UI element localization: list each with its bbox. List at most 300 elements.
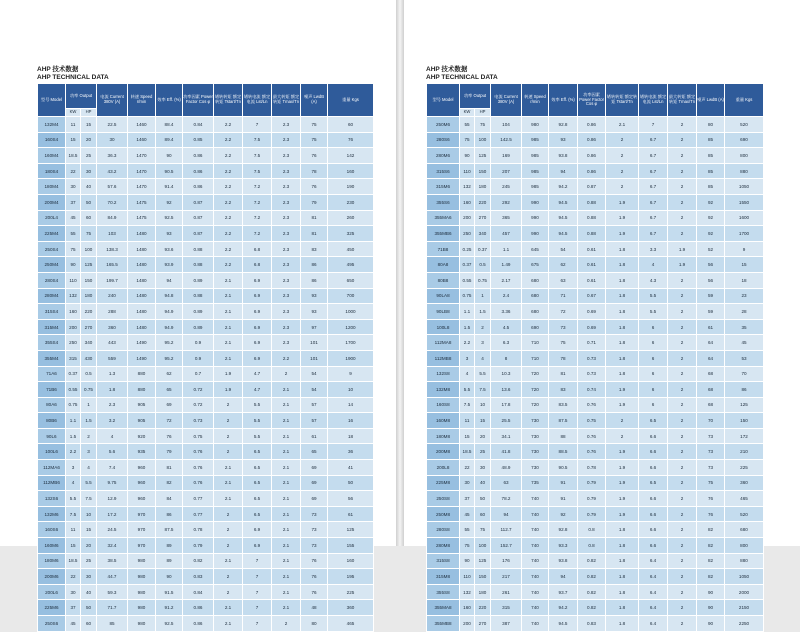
cell-current: 207	[491, 163, 522, 179]
cell-power-factor: 0.89	[183, 304, 214, 320]
cell-efficiency: 71	[549, 288, 578, 304]
table-row	[38, 460, 374, 476]
cell-tstart-ratio: 2.1	[214, 350, 243, 366]
cell-model: 132M6	[38, 506, 66, 522]
cell-power-factor: 0.77	[183, 506, 214, 522]
cell-output-hp: 220	[475, 600, 491, 616]
cell-model: 90LB8	[427, 304, 460, 320]
header-tstart: 堵转转矩 额定转矩 Tstart/Tn	[214, 84, 243, 117]
cell-output-kw: 55	[460, 117, 475, 133]
cell-output-kw: 30	[66, 179, 81, 195]
table-row	[38, 600, 374, 616]
cell-tmax-ratio: 2	[272, 366, 301, 382]
cell-weight: 800	[725, 538, 764, 554]
header-current: 电流 Current 380V (A)	[491, 84, 522, 117]
cell-tmax-ratio: 2.3	[272, 304, 301, 320]
table-row	[427, 210, 764, 226]
cell-efficiency: 94.2	[549, 179, 578, 195]
cell-tstart-ratio: 2	[214, 397, 243, 413]
cell-output-hp: 15	[81, 117, 97, 133]
cell-output-hp: 15	[81, 522, 97, 538]
cell-tstart-ratio: 1.9	[214, 382, 243, 398]
cell-power-factor: 0.76	[183, 475, 214, 491]
cell-speed: 905	[128, 397, 156, 413]
cell-model: 355S8	[427, 584, 460, 600]
cell-noise: 79	[301, 194, 328, 210]
cell-speed: 675	[522, 257, 549, 273]
cell-output-kw: 132	[460, 584, 475, 600]
cell-efficiency: 90	[156, 569, 183, 585]
cell-tstart-ratio: 2.2	[214, 132, 243, 148]
header-lst: 堵转电流 额定电流 Lst/Ln	[243, 84, 272, 117]
cell-output-kw: 200	[460, 616, 475, 632]
cell-output-hp: 3	[81, 444, 97, 460]
cell-tstart-ratio: 2.1	[214, 460, 243, 476]
cell-output-kw: 7.5	[460, 397, 475, 413]
cell-lst-ratio: 4.7	[243, 366, 272, 382]
cell-weight: 1700	[328, 335, 374, 351]
cell-tstart-ratio: 2.2	[214, 210, 243, 226]
header-efficiency: 效率 Eff. (%)	[156, 84, 183, 117]
cell-output-hp: 2	[81, 428, 97, 444]
cell-current: 34.1	[491, 428, 522, 444]
cell-noise: 92	[697, 226, 725, 242]
cell-tmax-ratio: 2	[668, 194, 697, 210]
cell-efficiency: 92.5	[156, 210, 183, 226]
cell-weight: 1700	[725, 226, 764, 242]
cell-tmax-ratio: 1.9	[668, 241, 697, 257]
cell-noise: 59	[697, 288, 725, 304]
cell-model: 280S4	[38, 272, 66, 288]
cell-weight: 2150	[725, 600, 764, 616]
cell-speed: 980	[128, 553, 156, 569]
cell-output-hp: 75	[81, 226, 97, 242]
cell-lst-ratio: 6.7	[639, 179, 668, 195]
cell-noise: 68	[697, 366, 725, 382]
left-data-table	[37, 83, 374, 632]
cell-tstart-ratio: 2.2	[214, 148, 243, 164]
cell-output-kw: 160	[460, 194, 475, 210]
cell-speed: 740	[522, 538, 549, 554]
cell-lst-ratio: 6.9	[243, 335, 272, 351]
cell-current: 169	[491, 148, 522, 164]
cell-tmax-ratio: 2	[668, 444, 697, 460]
cell-tstart-ratio: 1.9	[606, 491, 639, 507]
cell-output-kw: 0.25	[460, 241, 475, 257]
table-row	[427, 616, 764, 632]
cell-noise: 75	[697, 475, 725, 491]
cell-tmax-ratio: 2	[668, 117, 697, 133]
cell-efficiency: 83	[549, 382, 578, 398]
cell-output-kw: 22	[66, 569, 81, 585]
table-row	[427, 538, 764, 554]
cell-speed: 920	[128, 428, 156, 444]
cell-current: 38.5	[97, 553, 128, 569]
cell-tmax-ratio: 2.1	[272, 460, 301, 476]
cell-output-hp: 7.5	[81, 491, 97, 507]
cell-weight: 70	[725, 366, 764, 382]
cell-power-factor: 0.88	[578, 210, 606, 226]
cell-output-hp: 180	[475, 179, 491, 195]
cell-weight: 36	[328, 444, 374, 460]
cell-efficiency: 93.3	[549, 538, 578, 554]
header-noise: 噪声 LwdB (A)	[301, 84, 328, 117]
cell-output-hp: 125	[475, 148, 491, 164]
cell-output-hp: 40	[81, 179, 97, 195]
cell-output-kw: 3	[66, 460, 81, 476]
header-model: 型号 Model	[38, 84, 66, 117]
cell-speed: 985	[522, 179, 549, 195]
cell-output-hp: 0.5	[81, 366, 97, 382]
cell-noise: 73	[697, 460, 725, 476]
cell-power-factor: 0.84	[183, 117, 214, 133]
cell-lst-ratio: 6.9	[243, 288, 272, 304]
cell-power-factor: 0.76	[578, 428, 606, 444]
table-row	[427, 257, 764, 273]
cell-tstart-ratio: 2.2	[214, 179, 243, 195]
cell-noise: 82	[697, 522, 725, 538]
header-weight: 重量 Kgs	[725, 84, 764, 117]
cell-efficiency: 94.8	[156, 288, 183, 304]
cell-weight: 50	[328, 475, 374, 491]
cell-lst-ratio: 6	[639, 319, 668, 335]
cell-power-factor: 0.73	[578, 366, 606, 382]
cell-tstart-ratio: 2.2	[214, 117, 243, 133]
cell-current: 43.2	[97, 163, 128, 179]
cell-noise: 97	[301, 319, 328, 335]
cell-current: 7.4	[97, 460, 128, 476]
cell-power-factor: 0.86	[183, 616, 214, 632]
cell-tmax-ratio: 2.1	[272, 413, 301, 429]
cell-tmax-ratio: 2.1	[272, 428, 301, 444]
cell-power-factor: 0.61	[578, 257, 606, 273]
cell-weight: 520	[725, 117, 764, 133]
cell-tmax-ratio: 2	[668, 616, 697, 632]
cell-lst-ratio: 6.4	[639, 553, 668, 569]
cell-current: 443	[97, 335, 128, 351]
table-row	[427, 444, 764, 460]
cell-tmax-ratio: 2.3	[272, 179, 301, 195]
cell-output-hp: 30	[81, 163, 97, 179]
table-row	[38, 522, 374, 538]
cell-current: 25.5	[491, 413, 522, 429]
cell-model: 132M4	[38, 117, 66, 133]
table-row	[427, 366, 764, 382]
cell-efficiency: 94.5	[549, 194, 578, 210]
cell-efficiency: 90.5	[549, 460, 578, 476]
cell-noise: 69	[301, 460, 328, 476]
cell-current: 457	[491, 226, 522, 242]
cell-efficiency: 93.7	[549, 584, 578, 600]
cell-power-factor: 0.86	[183, 148, 214, 164]
cell-tmax-ratio: 2.3	[272, 272, 301, 288]
cell-weight: 1600	[725, 210, 764, 226]
cell-power-factor: 0.88	[183, 241, 214, 257]
cell-current: 387	[491, 616, 522, 632]
cell-power-factor: 0.7	[183, 366, 214, 382]
cell-power-factor: 0.84	[183, 584, 214, 600]
table-row	[427, 522, 764, 538]
cell-noise: 64	[697, 335, 725, 351]
cell-power-factor: 0.86	[578, 132, 606, 148]
cell-speed: 980	[128, 584, 156, 600]
cell-tmax-ratio: 2.3	[272, 226, 301, 242]
table-row	[427, 179, 764, 195]
cell-model: 80A8	[427, 257, 460, 273]
cell-output-kw: 0.37	[460, 257, 475, 273]
left-title	[37, 66, 109, 82]
header-power-factor: 功率因素 Power Factor Cos φ	[183, 84, 214, 117]
cell-noise: 65	[301, 444, 328, 460]
cell-output-kw: 37	[460, 491, 475, 507]
cell-weight: 155	[328, 538, 374, 554]
table-row	[38, 210, 374, 226]
header-weight: 重量 Kgs	[328, 84, 374, 117]
cell-output-kw: 15	[66, 132, 81, 148]
cell-current: 22.5	[97, 117, 128, 133]
cell-efficiency: 72	[156, 413, 183, 429]
cell-model: 315M8	[427, 569, 460, 585]
cell-current: 36.3	[97, 148, 128, 164]
cell-model: 160M6	[38, 538, 66, 554]
table-row	[427, 428, 764, 444]
cell-current: 1.3	[97, 366, 128, 382]
cell-power-factor: 0.86	[183, 163, 214, 179]
cell-noise: 75	[301, 117, 328, 133]
cell-lst-ratio: 6.5	[243, 475, 272, 491]
cell-speed: 980	[522, 117, 549, 133]
cell-noise: 80	[697, 117, 725, 133]
cell-model: 280M8	[427, 538, 460, 554]
cell-tstart-ratio: 1.8	[606, 538, 639, 554]
cell-power-factor: 0.72	[183, 382, 214, 398]
cell-tstart-ratio: 1.8	[606, 335, 639, 351]
cell-current: 32.4	[97, 538, 128, 554]
cell-noise: 52	[697, 241, 725, 257]
table-row	[427, 460, 764, 476]
cell-power-factor: 0.83	[183, 569, 214, 585]
cell-tmax-ratio: 2	[668, 584, 697, 600]
cell-tmax-ratio: 2.1	[272, 538, 301, 554]
cell-output-kw: 315	[66, 350, 81, 366]
cell-model: 90L6	[38, 428, 66, 444]
cell-current: 292	[491, 194, 522, 210]
cell-speed: 1475	[128, 194, 156, 210]
cell-speed: 990	[522, 226, 549, 242]
cell-current: 142.5	[491, 132, 522, 148]
cell-weight: 360	[328, 600, 374, 616]
cell-output-hp: 20	[81, 132, 97, 148]
cell-weight: 150	[725, 413, 764, 429]
cell-tstart-ratio: 2.1	[214, 288, 243, 304]
cell-tmax-ratio: 2.1	[272, 382, 301, 398]
cell-efficiency: 63	[549, 272, 578, 288]
header-efficiency: 效率 Eff. (%)	[549, 84, 578, 117]
cell-speed: 1480	[128, 304, 156, 320]
cell-current: 2.17	[491, 272, 522, 288]
cell-speed: 1480	[128, 288, 156, 304]
cell-speed: 1480	[128, 319, 156, 335]
cell-output-kw: 75	[66, 241, 81, 257]
cell-output-hp: 270	[81, 319, 97, 335]
cell-lst-ratio: 7	[243, 569, 272, 585]
cell-efficiency: 93.6	[156, 241, 183, 257]
cell-tmax-ratio: 2	[272, 616, 301, 632]
cell-current: 176	[491, 553, 522, 569]
cell-output-kw: 0.37	[66, 366, 81, 382]
cell-speed: 1470	[128, 179, 156, 195]
header-output: 功率 Output	[66, 84, 97, 109]
cell-model: 355MA8	[427, 600, 460, 616]
cell-efficiency: 94.5	[549, 616, 578, 632]
cell-efficiency: 89.4	[156, 132, 183, 148]
cell-lst-ratio: 7.2	[243, 226, 272, 242]
cell-power-factor: 0.76	[183, 444, 214, 460]
cell-weight: 76	[328, 132, 374, 148]
cell-speed: 990	[522, 210, 549, 226]
cell-noise: 90	[697, 616, 725, 632]
cell-tmax-ratio: 2	[668, 600, 697, 616]
cell-noise: 82	[697, 538, 725, 554]
cell-speed: 740	[522, 584, 549, 600]
cell-efficiency: 90	[156, 148, 183, 164]
cell-power-factor: 0.86	[578, 148, 606, 164]
cell-speed: 740	[522, 553, 549, 569]
cell-current: 48.9	[491, 460, 522, 476]
cell-noise: 83	[301, 241, 328, 257]
cell-tstart-ratio: 2	[214, 413, 243, 429]
cell-efficiency: 95.2	[156, 350, 183, 366]
cell-noise: 76	[301, 148, 328, 164]
cell-power-factor: 0.74	[578, 382, 606, 398]
cell-model: 225M8	[427, 475, 460, 491]
cell-output-hp: 100	[475, 538, 491, 554]
cell-efficiency: 62	[549, 257, 578, 273]
cell-noise: 76	[697, 491, 725, 507]
cell-output-hp: 0.37	[475, 241, 491, 257]
cell-noise: 81	[301, 210, 328, 226]
header-tmax: 最大转矩 额定转矩 Tmax/Tn	[668, 84, 697, 117]
cell-output-kw: 90	[460, 553, 475, 569]
cell-lst-ratio: 6	[639, 335, 668, 351]
cell-output-hp: 30	[475, 460, 491, 476]
table-row	[427, 491, 764, 507]
cell-output-hp: 1	[475, 288, 491, 304]
cell-lst-ratio: 4.7	[243, 382, 272, 398]
cell-model: 112MA8	[427, 335, 460, 351]
cell-weight: 9	[725, 241, 764, 257]
table-row	[38, 241, 374, 257]
cell-output-kw: 15	[66, 538, 81, 554]
cell-model: 160M8	[427, 413, 460, 429]
cell-efficiency: 75	[549, 335, 578, 351]
cell-speed: 960	[128, 460, 156, 476]
cell-speed: 1480	[128, 272, 156, 288]
cell-tstart-ratio: 1.8	[606, 569, 639, 585]
cell-output-kw: 45	[66, 210, 81, 226]
cell-output-kw: 18.5	[460, 444, 475, 460]
cell-weight: 35	[725, 319, 764, 335]
cell-model: 225M4	[38, 226, 66, 242]
cell-speed: 1460	[128, 117, 156, 133]
cell-model: 100L6	[38, 444, 66, 460]
cell-output-kw: 132	[460, 179, 475, 195]
cell-power-factor: 0.9	[183, 350, 214, 366]
cell-weight: 1900	[328, 350, 374, 366]
cell-weight: 160	[328, 553, 374, 569]
cell-efficiency: 78	[549, 350, 578, 366]
cell-efficiency: 92	[549, 506, 578, 522]
cell-lst-ratio: 6	[639, 382, 668, 398]
cell-noise: 69	[301, 475, 328, 491]
cell-tstart-ratio: 1.8	[606, 584, 639, 600]
cell-power-factor: 0.89	[183, 319, 214, 335]
header-tstart: 堵转转矩 额定转矩 Tstart/Tn	[606, 84, 639, 117]
cell-model: 200L4	[38, 210, 66, 226]
cell-speed: 1490	[128, 335, 156, 351]
table-row	[38, 382, 374, 398]
cell-tmax-ratio: 2.3	[272, 117, 301, 133]
cell-output-kw: 90	[460, 148, 475, 164]
cell-tmax-ratio: 2.1	[272, 506, 301, 522]
cell-output-hp: 150	[475, 569, 491, 585]
cell-weight: 125	[328, 522, 374, 538]
cell-lst-ratio: 6.4	[639, 569, 668, 585]
cell-efficiency: 69	[156, 397, 183, 413]
cell-current: 1.49	[491, 257, 522, 273]
cell-model: 90LA8	[427, 288, 460, 304]
cell-lst-ratio: 6.7	[639, 226, 668, 242]
cell-output-hp: 100	[475, 132, 491, 148]
cell-current: 360	[97, 319, 128, 335]
cell-output-kw: 45	[460, 506, 475, 522]
cell-noise: 92	[697, 210, 725, 226]
cell-weight: 230	[328, 194, 374, 210]
cell-noise: 93	[301, 304, 328, 320]
cell-tmax-ratio: 2	[668, 538, 697, 554]
cell-efficiency: 91	[549, 475, 578, 491]
cell-output-kw: 200	[66, 319, 81, 335]
cell-tmax-ratio: 2	[668, 132, 697, 148]
cell-output-hp: 270	[475, 616, 491, 632]
cell-output-kw: 0.55	[460, 272, 475, 288]
cell-output-kw: 160	[66, 304, 81, 320]
cell-lst-ratio: 6	[639, 366, 668, 382]
cell-current: 63	[491, 475, 522, 491]
cell-weight: 465	[328, 616, 374, 632]
cell-model: 280S6	[427, 132, 460, 148]
cell-lst-ratio: 6.6	[639, 444, 668, 460]
cell-output-kw: 18.5	[66, 148, 81, 164]
cell-speed: 690	[522, 319, 549, 335]
cell-model: 355S6	[427, 194, 460, 210]
cell-output-hp: 220	[475, 194, 491, 210]
right-title	[426, 66, 498, 82]
cell-tmax-ratio: 2.3	[272, 319, 301, 335]
cell-lst-ratio: 7	[243, 600, 272, 616]
cell-model: 200M8	[427, 444, 460, 460]
cell-tmax-ratio: 2	[668, 304, 697, 320]
cell-lst-ratio: 6.9	[243, 538, 272, 554]
cell-lst-ratio: 6.7	[639, 194, 668, 210]
cell-speed: 970	[128, 538, 156, 554]
cell-noise: 75	[301, 132, 328, 148]
cell-tstart-ratio: 2.1	[214, 616, 243, 632]
cell-output-kw: 132	[66, 288, 81, 304]
cell-model: 355MB6	[427, 226, 460, 242]
cell-current: 103	[97, 226, 128, 242]
cell-output-kw: 1.5	[66, 428, 81, 444]
